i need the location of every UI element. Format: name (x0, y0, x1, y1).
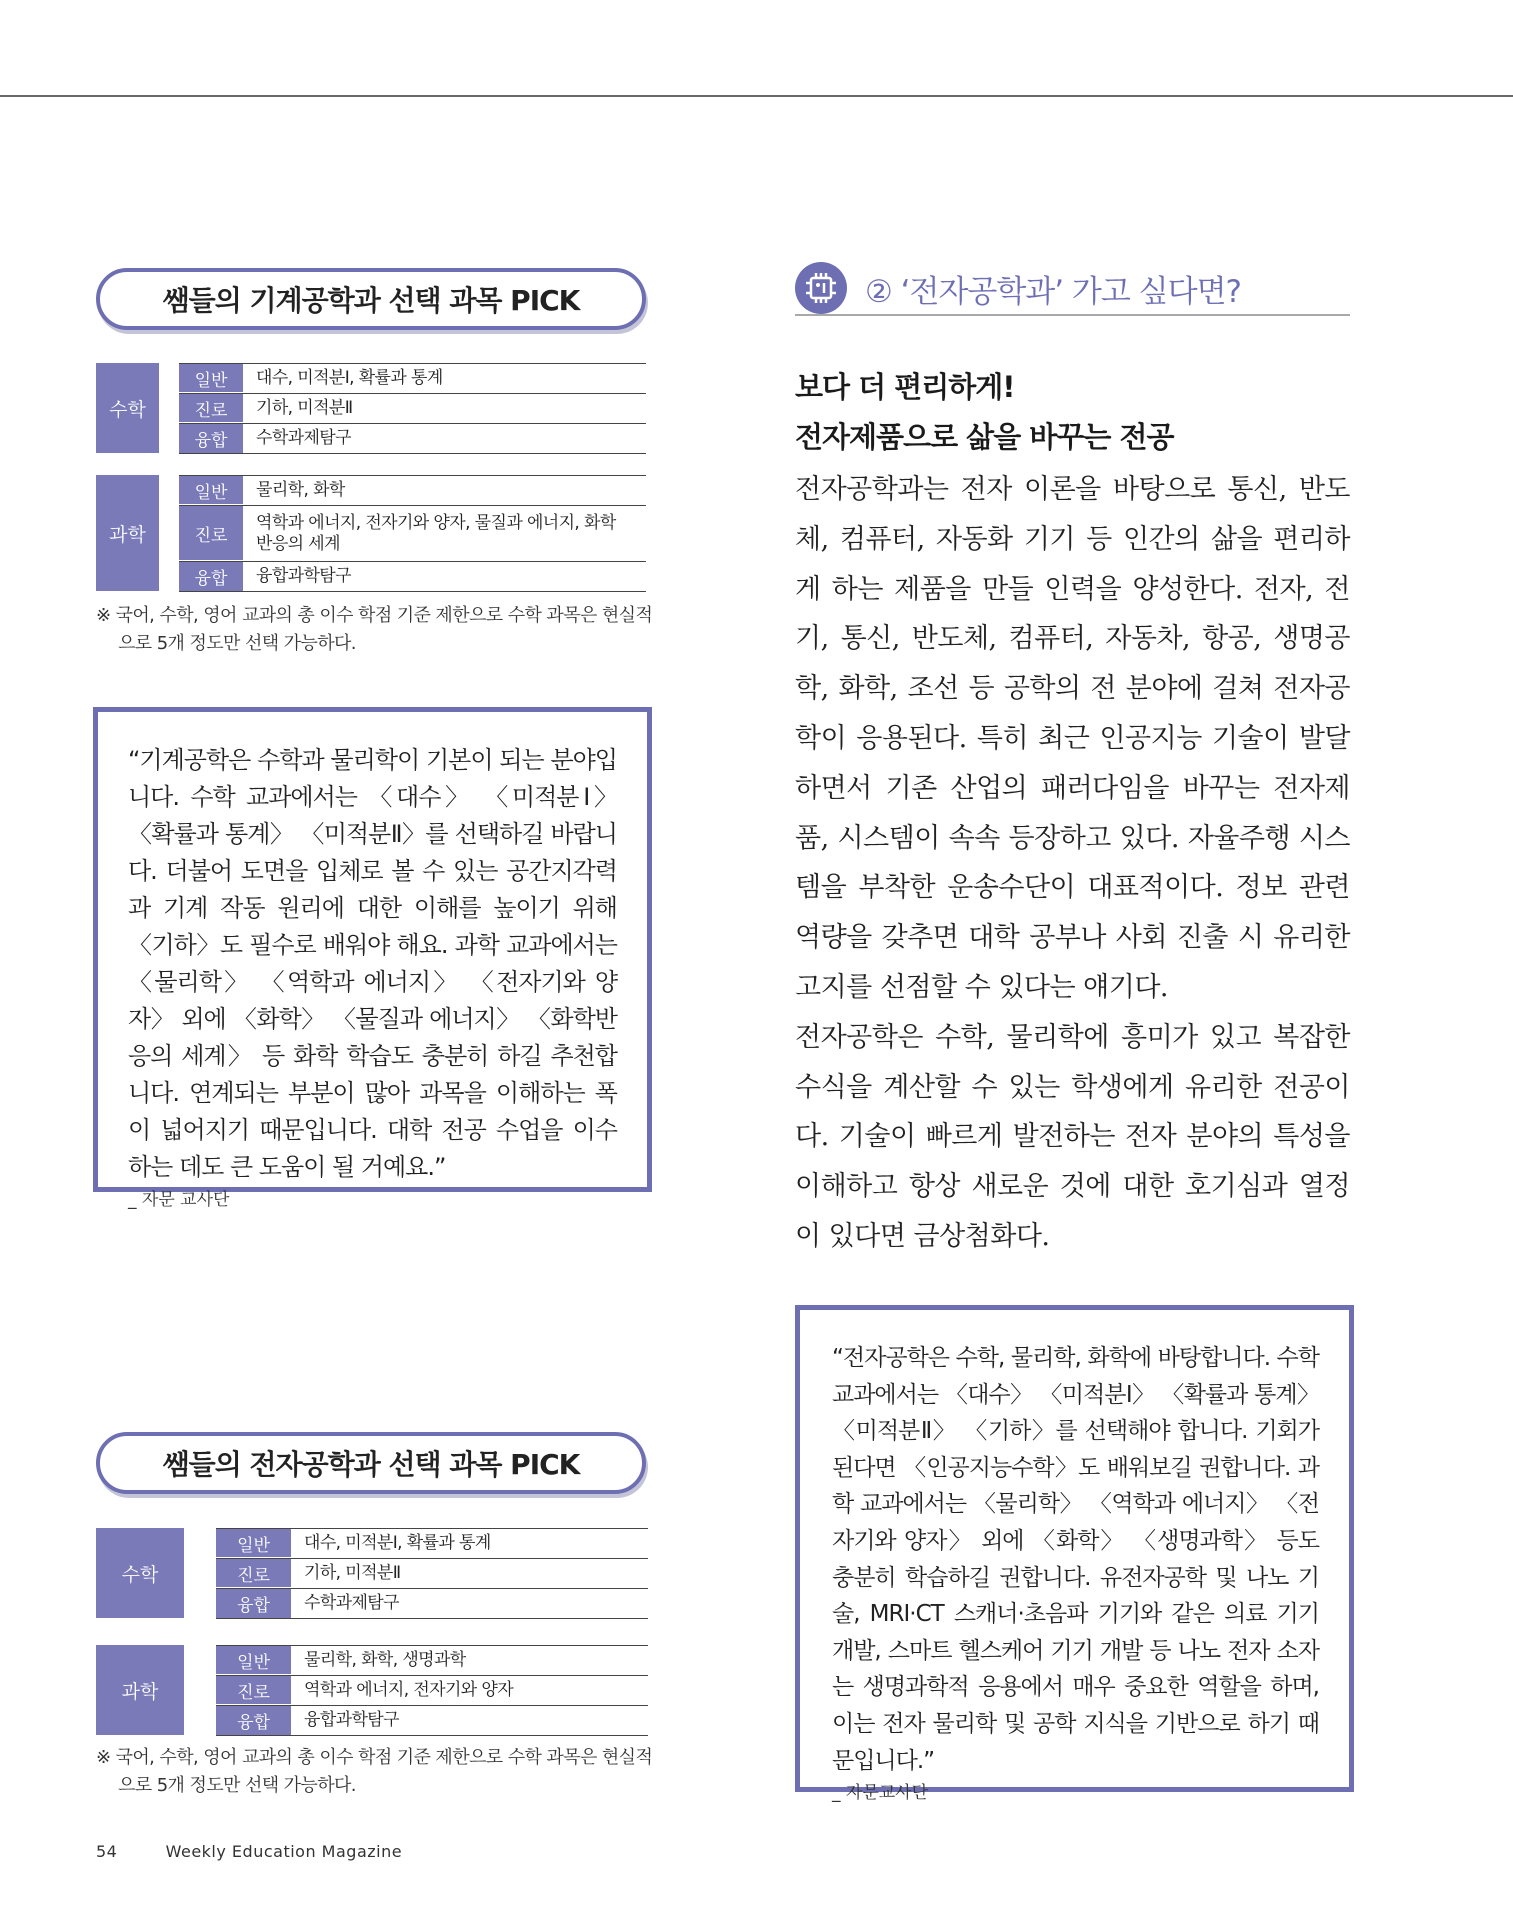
table-row (216, 1676, 648, 1706)
type-label: 일반 (179, 364, 243, 393)
page-footer (96, 1842, 402, 1861)
course-list: 역학과 에너지, 전자기와 양자, 물질과 에너지, 화학반응의 세계 (256, 512, 616, 554)
magazine-name: Weekly Education Magazine (165, 1842, 403, 1861)
article-headline (795, 362, 1355, 462)
course-list: 융합과학탐구 (304, 1710, 399, 1730)
course-list: 수학과제탐구 (304, 1593, 399, 1613)
type-label: 융합 (216, 1589, 291, 1618)
top-rule (0, 95, 1513, 97)
type-label: 진로 (216, 1559, 291, 1588)
table-row (216, 1645, 648, 1676)
table-row (179, 394, 646, 424)
table-row (179, 562, 646, 592)
table-row (216, 1706, 648, 1736)
table-row (216, 1559, 648, 1589)
mech-science-table (96, 475, 646, 592)
course-list: 대수, 미적분Ⅰ, 확률과 통계 (256, 368, 443, 388)
type-label: 일반 (216, 1646, 291, 1675)
elec-pick-title: 쌤들의 전자공학과 선택 과목 PICK (96, 1432, 646, 1494)
mech-pick-title: 쌤들의 기계공학과 선택 과목 PICK (96, 268, 646, 330)
table-row (179, 363, 646, 394)
course-list: 물리학, 화학 (256, 480, 345, 500)
course-list: 대수, 미적분Ⅰ, 확률과 통계 (304, 1533, 491, 1553)
mech-note: ※ 국어, 수학, 영어 교과의 총 이수 학점 기준 제한으로 수학 과목은 현실적으로 5개 정도만 선택 가능하다. (96, 605, 653, 654)
mech-math-table (96, 363, 646, 454)
elec-note: ※ 국어, 수학, 영어 교과의 총 이수 학점 기준 제한으로 수학 과목은 현실적으로 5개 정도만 선택 가능하다. (96, 1747, 653, 1796)
course-list: 기하, 미적분Ⅱ (304, 1563, 401, 1583)
course-list: 물리학, 화학, 생명과학 (304, 1650, 466, 1670)
table-row (179, 475, 646, 506)
subject-label: 수학 (96, 1528, 184, 1618)
mech-quote-source: _ 자문 교사단 (128, 1190, 230, 1210)
type-label: 진로 (179, 506, 243, 561)
type-label: 일반 (216, 1529, 291, 1558)
course-list: 기하, 미적분Ⅱ (256, 398, 353, 418)
elec-quote-text: “전자공학은 수학, 물리학, 화학에 바탕합니다. 수학 교과에서는 〈대수〉 〈미적분Ⅰ〉 〈확률과 통계〉 〈미적분Ⅱ〉 〈기하〉를 선택해야 합니다. 기회가 된다면 〈인공지능수학〉도 배워보길 권합니다. 과학 교과에서는 〈물리학〉 〈역학과 에너지〉 〈전자기와 양자〉 외에 〈화학〉 〈생명과학〉 등도 충분히 학습하길 권합니다. 유전자공학 및 나노 기술, MRI·CT 스캐너·초음파 기기와 같은 의료 기기 개발, 스마트 헬스케어 기기 개발 등 나노 전자 소자는 생명과학적 응용에서 매우 중요한 역할을 하며, 이는 전자 물리학 및 공학 지식을 기반으로 하기 때문입니다.” (832, 1345, 1319, 1774)
table-row (179, 506, 646, 562)
subject-label: 과학 (96, 475, 159, 591)
chip-icon (795, 262, 847, 314)
table-row (179, 424, 646, 454)
table-row (216, 1589, 648, 1619)
type-label: 융합 (179, 424, 243, 453)
elec-quote-source: _ 자문교사단 (832, 1783, 929, 1804)
article-body (795, 465, 1350, 1262)
elec-math-table (96, 1528, 648, 1619)
type-label: 일반 (179, 476, 243, 505)
headline-line-2: 전자제품으로 삶을 바꾸는 전공 (795, 420, 1174, 454)
body-paragraph: 전자공학과는 전자 이론을 바탕으로 통신, 반도체, 컴퓨터, 자동화 기기 등 인간의 삶을 편리하게 하는 제품을 만들 인력을 양성한다. 전자, 전기, 통신, 반도체, 컴퓨터, 자동차, 항공, 생명공학, 화학, 조선 등 공학의 전 분야에 걸쳐 전자공학이 응용된다. 특히 최근 인공지능 기술이 발달하면서 기존 산업의 패러다임을 바꾸는 전자제품, 시스템이 속속 등장하고 있다. 자율주행 시스템을 부착한 운송수단이 대표적이다. 정보 관련 역량을 갖추면 대학 공부나 사회 진출 시 유리한 고지를 선점할 수 있다는 얘기다. (795, 474, 1350, 1003)
type-label: 융합 (179, 562, 243, 591)
page-number: 54 (96, 1842, 118, 1861)
section-header (795, 262, 1350, 316)
type-label: 융합 (216, 1706, 291, 1735)
mech-quote-text: “기계공학은 수학과 물리학이 기본이 되는 분야입니다. 수학 교과에서는 〈대수〉 〈미적분Ⅰ〉 〈확률과 통계〉 〈미적분Ⅱ〉를 선택하길 바랍니다. 더불어 도면을 입체로 볼 수 있는 공간지각력과 기계 작동 원리에 대한 이해를 높이기 위해 〈기하〉도 필수로 배워야 해요. 과학 교과에서는 〈물리학〉 〈역학과 에너지〉 〈전자기와 양자〉 외에 〈화학〉 〈물질과 에너지〉 〈화학반응의 세계〉 등 화학 학습도 충분히 하길 추천합니다. 연계되는 부분이 많아 과목을 이해하는 폭이 넓어지기 때문입니다. 대학 전공 수업을 이수하는 데도 큰 도움이 될 거예요.” (128, 746, 617, 1181)
headline-line-1: 보다 더 편리하게! (795, 370, 1015, 404)
subject-label: 과학 (96, 1645, 184, 1735)
course-list: 수학과제탐구 (256, 428, 351, 448)
mech-quote-box (93, 707, 652, 1210)
course-list: 융합과학탐구 (256, 566, 351, 586)
table-row (216, 1528, 648, 1559)
type-label: 진로 (179, 394, 243, 423)
course-list: 역학과 에너지, 전자기와 양자 (304, 1680, 514, 1700)
body-paragraph: 전자공학은 수학, 물리학에 흥미가 있고 복잡한 수식을 계산할 수 있는 학생에게 유리한 전공이다. 기술이 빠르게 발전하는 전자 분야의 특성을 이해하고 항상 새로운 것에 대한 호기심과 열정이 있다면 금상첨화다. (795, 1021, 1350, 1252)
subject-label: 수학 (96, 363, 159, 453)
elec-quote-box (795, 1305, 1354, 1804)
section-title: ② ‘전자공학과’ 가고 싶다면? (865, 273, 1241, 310)
elec-science-table (96, 1645, 648, 1736)
type-label: 진로 (216, 1676, 291, 1705)
